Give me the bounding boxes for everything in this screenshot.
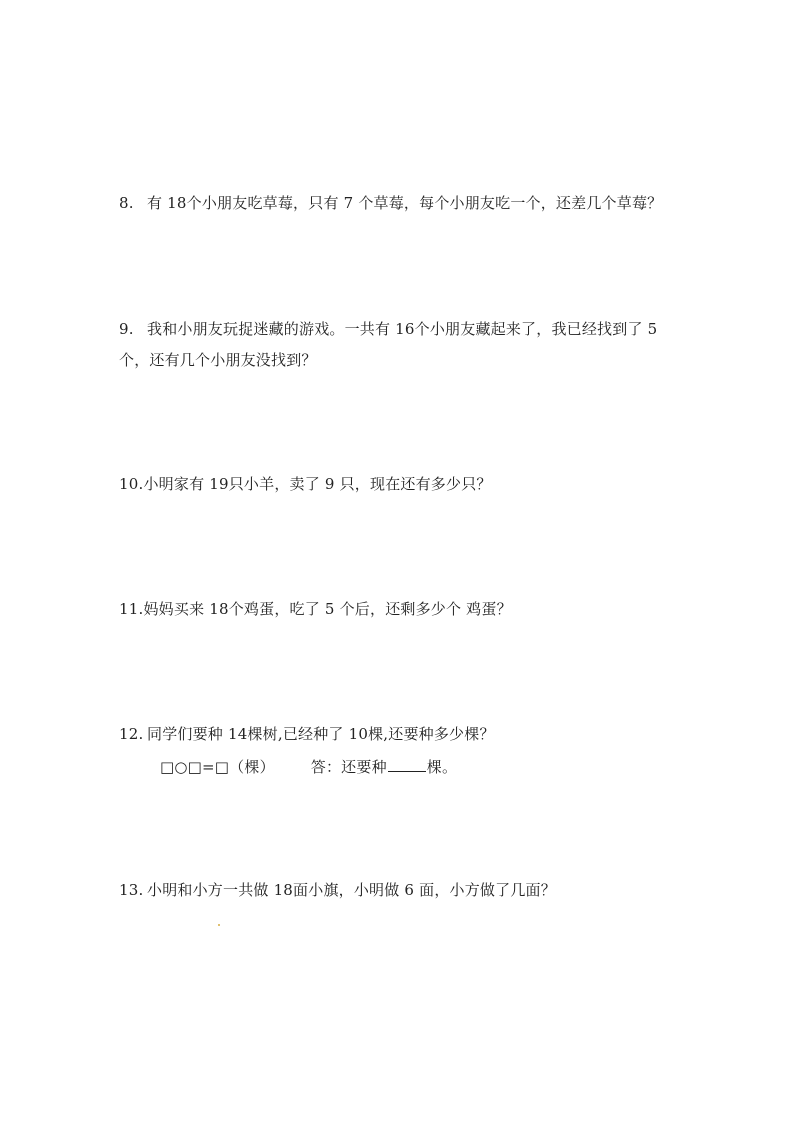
question-text: 小明和小方一共做 18面小旗，小明做 6 面，小方做了几面？ [147,881,556,899]
answer-blank[interactable] [388,757,426,772]
question-9-continued [119,350,317,370]
question-12-answer-row [160,757,457,777]
question-number: 13. [119,881,144,899]
question-8 [119,193,662,213]
scan-speck [218,924,220,926]
question-number: 10. [119,475,144,493]
question-text: 同学们要种 14棵树,已经种了 10棵,还要种多少棵？ [147,725,495,743]
question-text: 个，还有几个小朋友没找到？ [119,351,317,369]
question-number: 11. [119,600,144,618]
question-number: 12. [119,725,144,743]
question-text: 小明家有 19只小羊，卖了 9 只，现在还有多少只？ [143,475,492,493]
question-text: 我和小朋友玩捉迷藏的游戏。一共有 16个小朋友藏起来了，我已经找到了 5 [147,320,658,338]
question-13 [119,880,556,900]
question-9 [119,319,657,339]
question-10 [119,474,492,494]
question-text: 妈妈买来 18个鸡蛋，吃了 5 个后，还剩多少个 鸡蛋？ [143,600,512,618]
answer-suffix: 棵。 [426,758,458,776]
question-number: 9. [119,320,134,338]
question-12 [119,724,495,744]
question-11 [119,599,512,619]
question-number: 8. [119,194,134,212]
question-text: 有 18个小朋友吃草莓，只有 7 个草莓，每个小朋友吃一个，还差几个草莓？ [147,194,663,212]
equation-template: □○□=□（棵） [160,758,275,776]
answer-prefix: 答：还要种 [310,758,387,776]
